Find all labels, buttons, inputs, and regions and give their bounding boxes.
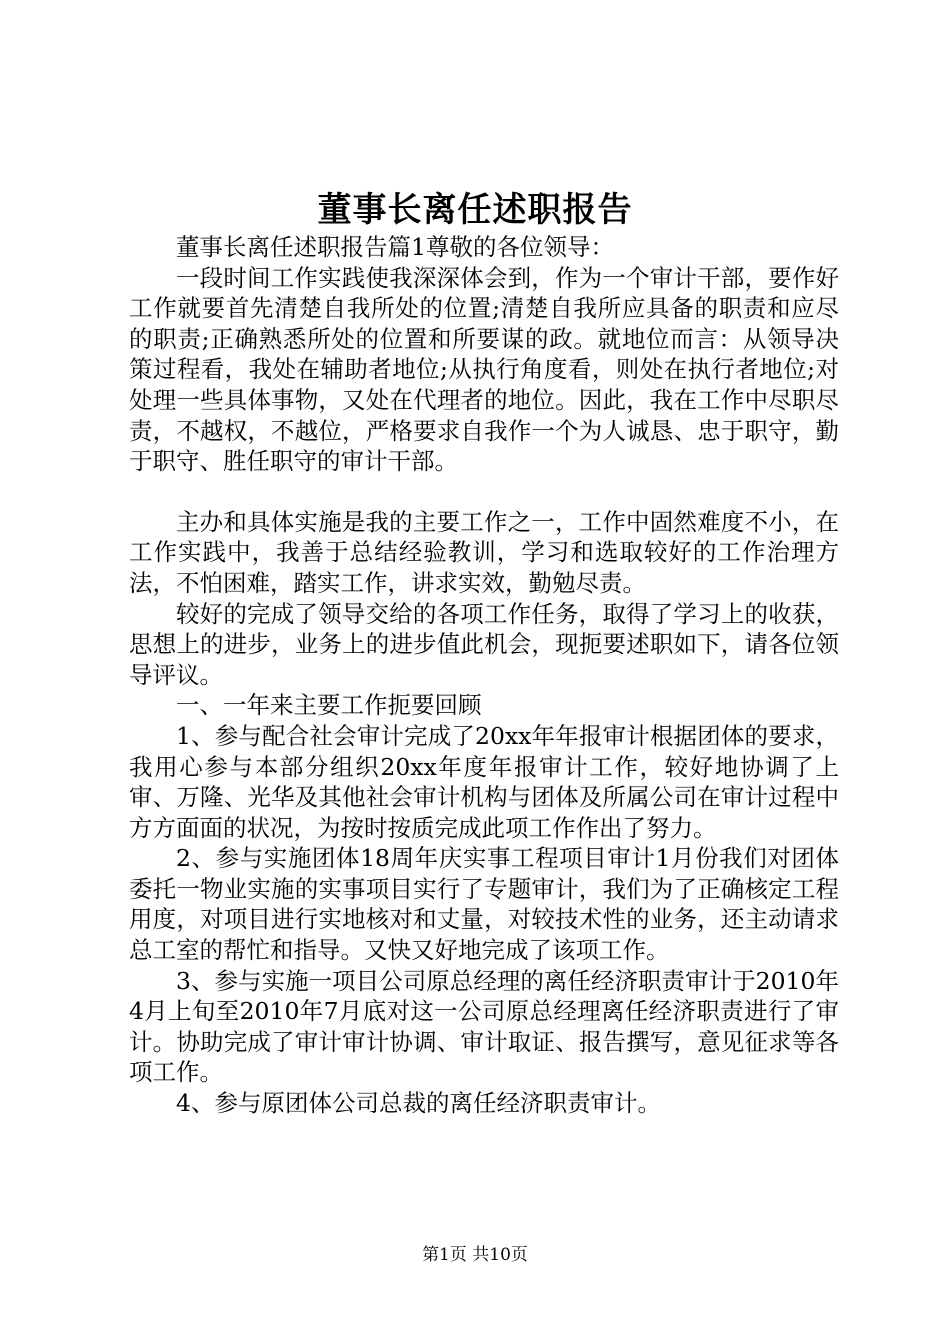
paragraph-greeting: 董事长离任述职报告篇1尊敬的各位领导： bbox=[176, 233, 614, 261]
paragraph-main-work: 主办和具体实施是我的主要工作之一，工作中固然难度不小，在工作实践中，我善于总结经验教训，学习和选取较好的工作治理方法，不怕困难，踏实工作，讲求实效，勤勉尽责。 bbox=[129, 507, 839, 597]
paragraph-completion: 较好的完成了领导交给的各项工作任务，取得了学习上的收获，思想上的进步，业务上的进步值此机会，现扼要述职如下，请各位领导评议。 bbox=[129, 599, 839, 689]
document-title: 董事长离任述职报告 bbox=[317, 190, 633, 230]
paragraph-intro: 一段时间工作实践使我深深体会到，作为一个审计干部，要作好工作就要首先清楚自我所处的位置;清楚自我所应具备的职责和应尽的职责;正确熟悉所处的位置和所要谋的政。就地位而言：从领导决策过程看，我处在辅助者地位;从执行角度看，则处在执行者地位;对处理一些具体事物，又处在代理者的地位。因此，我在工作中尽职尽责，不越权，不越位，严格要求自我作一个为人诚恳、忠于职守，勤于职守、胜任职守的审计干部。 bbox=[129, 263, 839, 476]
paragraph-item-3: 3、参与实施一项目公司原总经理的离任经济职责审计于2010年4月上旬至2010年7月底对这一公司原总经理离任经济职责进行了审计。协助完成了审计审计协调、审计取证、报告撰写，意见征求等各项工作。 bbox=[129, 966, 839, 1087]
paragraph-item-1: 1、参与配合社会审计完成了20xx年年报审计根据团体的要求，我用心参与本部分组织20xx年度年报审计工作，较好地协调了上审、万隆、光华及其他社会审计机构与团体及所属公司在审计过程中方方面面的状况，为按时按质完成此项工作作出了努力。 bbox=[129, 721, 839, 842]
document-body bbox=[129, 232, 839, 1119]
section-heading: 一、一年来主要工作扼要回顾 bbox=[176, 691, 482, 720]
paragraph-item-4: 4、参与原团体公司总裁的离任经济职责审计。 bbox=[176, 1089, 661, 1118]
paragraph-item-2: 2、参与实施团体18周年庆实事工程项目审计1月份我们对团体委托一物业实施的实事项目实行了专题审计，我们为了正确核定工程用度，对项目进行实地核对和丈量，对较技术性的业务，还主动请求总工室的帮忙和指导。又快又好地完成了该项工作。 bbox=[129, 844, 839, 965]
page-footer: 第1页 共10页 bbox=[422, 1245, 528, 1265]
